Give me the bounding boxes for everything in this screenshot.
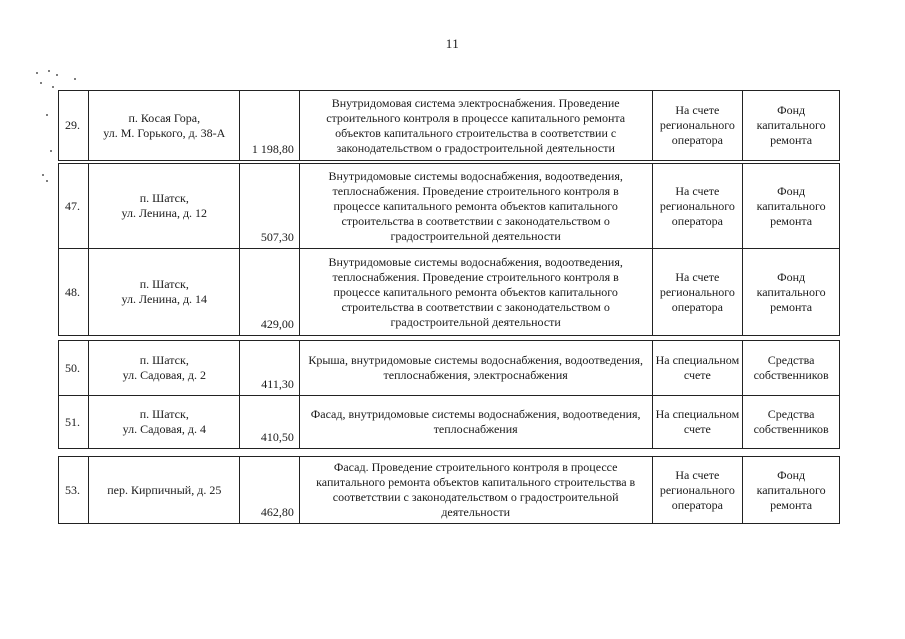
sum-cell: 507,30 — [240, 164, 299, 249]
account-type: На специальном счете — [652, 396, 743, 449]
sum-cell: 429,00 — [240, 249, 299, 336]
account-type: На счете регионального оператора — [652, 91, 743, 161]
row-number: 53. — [59, 457, 89, 524]
work-description: Крыша, внутридомовые системы водоснабжения, водоотведения, теплоснабжения, электроснабжения — [299, 341, 652, 396]
work-description: Внутридомовые системы водоснабжения, водоотведения, теплоснабжения. Проведение строительного контроля в процессе капитального ремонта объектов капитального строительства в соответствии с законодательством о градостроительной деятельности — [299, 249, 652, 336]
row-number: 51. — [59, 396, 89, 449]
row-number: 47. — [59, 164, 89, 249]
address-line: п. Шатск, — [139, 191, 189, 205]
address-line: ул. Ленина, д. 14 — [121, 292, 208, 306]
sum-cell: 1 198,80 — [240, 91, 299, 161]
table-block-4 — [58, 456, 840, 524]
work-description: Фасад, внутридомовые системы водоснабжения, водоотведения, теплоснабжения — [299, 396, 652, 449]
funding-source: Фонд капитального ремонта — [743, 249, 840, 336]
table-row — [59, 396, 840, 449]
address-line: ул. М. Горького, д. 38-А — [103, 125, 226, 140]
address-line: п. Шатск, — [139, 407, 189, 421]
table-row — [59, 249, 840, 336]
funding-source: Средства собственников — [743, 396, 840, 449]
address-cell — [89, 164, 240, 249]
funding-source: Фонд капитального ремонта — [743, 457, 840, 524]
sum-cell: 410,50 — [240, 396, 299, 449]
address-cell — [89, 249, 240, 336]
table-block-3 — [58, 340, 840, 449]
row-number: 29. — [59, 91, 89, 161]
address-cell — [89, 396, 240, 449]
funding-source: Фонд капитального ремонта — [743, 91, 840, 161]
address-cell — [89, 341, 240, 396]
table-row — [59, 457, 840, 524]
account-type: На счете регионального оператора — [652, 249, 743, 336]
account-type: На счете регионального оператора — [652, 457, 743, 524]
work-description: Фасад. Проведение строительного контроля в процессе капитального ремонта объектов капитального строительства в соответствии с законодательством о градостроительной деятельности — [299, 457, 652, 524]
work-description: Внутридомовые системы водоснабжения, водоотведения, теплоснабжения. Проведение строительного контроля в процессе капитального ремонта объектов капитального строительства в соответствии с законодательством о градостроительной деятельности — [299, 164, 652, 249]
table-block-2 — [58, 163, 840, 336]
funding-source: Средства собственников — [743, 341, 840, 396]
page-number: 11 — [445, 36, 460, 51]
address-line: пер. Кирпичный, д. 25 — [107, 482, 222, 497]
account-type: На специальном счете — [652, 341, 743, 396]
address-line: ул. Садовая, д. 2 — [122, 368, 206, 382]
sum-cell: 462,80 — [240, 457, 299, 524]
table-row — [59, 164, 840, 249]
account-type: На счете регионального оператора — [652, 164, 743, 249]
funding-source: Фонд капитального ремонта — [743, 164, 840, 249]
table-row — [59, 341, 840, 396]
address-line: ул. Ленина, д. 12 — [121, 206, 208, 220]
table-row — [59, 91, 840, 161]
address-line: п. Шатск, — [139, 353, 189, 367]
address-cell — [89, 91, 240, 161]
row-number: 48. — [59, 249, 89, 336]
work-description: Внутридомовая система электроснабжения. Проведение строительного контроля в процессе капитального ремонта объектов капитального строительства в соответствии с законодательством о градостроительной деятельности — [299, 91, 652, 161]
address-line: ул. Садовая, д. 4 — [122, 422, 206, 436]
address-line: п. Шатск, — [139, 277, 189, 291]
address-line: п. Косая Гора, — [128, 110, 201, 125]
address-cell — [89, 457, 240, 524]
row-number: 50. — [59, 341, 89, 396]
table-block-1 — [58, 90, 840, 161]
sum-cell: 411,30 — [240, 341, 299, 396]
